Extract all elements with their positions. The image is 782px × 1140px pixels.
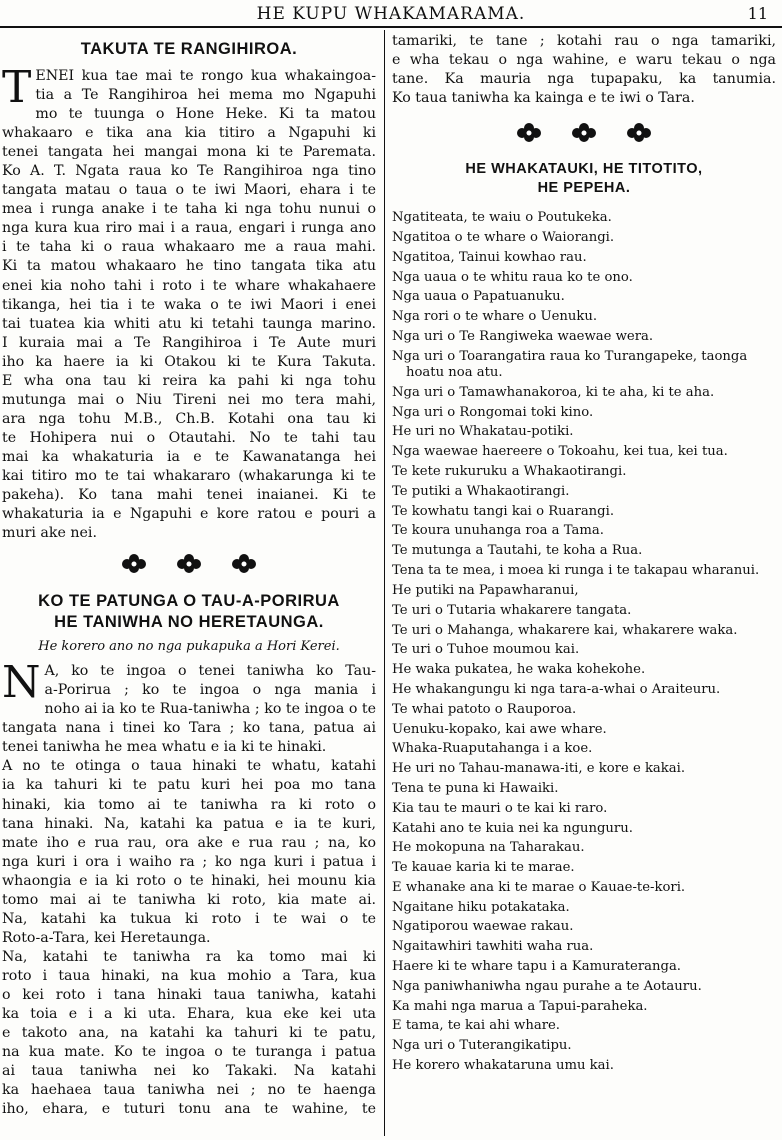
text-line: ka toia e i a ki uta. Ehara, kua eke kei uta [2, 1006, 376, 1023]
proverb-item: Ngatitoa, Tainui kowhao rau. [392, 249, 587, 265]
patunga-subtitle: He korero ano no nga pukapuka a Hori Kerei. [38, 639, 340, 655]
text-line: ka haehaea taua taniwha nei ; no te haenga [2, 1082, 376, 1099]
flower-ornament-icon [516, 122, 542, 144]
proverb-item: Nga uaua o te whitu raua ko te ono. [392, 269, 633, 285]
text-line: tana hinaki. Na, katahi ka patua e ia te kuri, [2, 815, 376, 832]
proverb-item: Te putiki a Whakaotirangi. [392, 483, 570, 499]
proverb-item: E whanake ana ki te marae o Kauae-te-kori. [392, 879, 686, 895]
proverb-item: Nga uri o Tamawhanakoroa, ki te aha, ki te aha. [392, 384, 715, 400]
text-line: tai tuatea kia whiti atu ki tetahi taunga marino. [2, 315, 376, 332]
whakatauki-heading [392, 160, 776, 198]
text-line: o kei roto i tana hinaki taua taniwha, katahi [2, 986, 376, 1003]
proverb-item: Nga uri o Rongomai toki kino. [392, 404, 594, 420]
proverb-item: He putiki na Papawharanui, [392, 582, 579, 598]
text-line: A, ko te ingoa o tenei taniwha ko Tau- [44, 663, 376, 680]
patunga-heading-line1: KO TE PATUNGA O TAU-A-PORIRUA [38, 592, 340, 611]
text-line: iho ka haere ia ki Otakou ki te Kura Takuta. [2, 353, 376, 370]
text-line: whaongia e ia ki roto o te hinaki, hei mounu kia [2, 872, 376, 889]
proverb-item: Ngaitawhiri tawhiti waha rua. [392, 939, 594, 955]
proverb-item: He korero whakataruna umu kai. [392, 1058, 614, 1074]
text-line: ia ka tahuri ki te patu kuri hei poa mo tana [2, 777, 376, 794]
text-line: Ki ta matou whakaaro he tino tangata tika atu [2, 258, 376, 275]
proverb-item: He mokopuna na Taharakau. [392, 840, 585, 856]
patunga-heading-line2: HE TANIWHA NO HERETAUNGA. [54, 613, 324, 632]
text-line: mate iho e rua rau, ora ake e rua rau ; na, ko [2, 834, 376, 851]
proverb-item: Te uri o Mahanga, whakarere kai, whakarere waka. [392, 622, 738, 638]
text-line: whakaaro e tika ana kia titiro a Ngapuhi ki [2, 125, 376, 142]
proverb-item: Tena ta te mea, i moea ki runga i te takapau wharanui. [392, 562, 760, 578]
text-line: tomo mai ai te taniwha ki roto, kia mate ai. [2, 891, 376, 908]
proverb-item: Uenuku-kopako, kai awe whare. [392, 721, 607, 737]
running-head [0, 2, 782, 24]
proverb-item: Te mutunga a Tautahi, te koha a Rua. [392, 543, 643, 559]
proverb-item: Te uri o Tutaria whakarere tangata. [392, 602, 632, 618]
proverb-item: He whakangungu ki nga tara-a-whai o Araiteuru. [392, 681, 721, 697]
patunga-article [2, 657, 376, 1119]
page-header-title: HE KUPU WHAKAMARAMA. [256, 4, 526, 24]
text-line: te Hohipera nui o Otautahi. No te tahi tau [2, 429, 376, 446]
patunga-article-continued [392, 32, 776, 108]
proverb-item: Tena te puna ki Hawaiki. [392, 780, 559, 796]
text-line: tia a Te Rangihiroa hei mema mo Ngapuhi [35, 87, 376, 104]
proverb-item: Whaka-Ruaputahanga i a koe. [392, 741, 593, 757]
flower-ornament-icon [626, 122, 652, 144]
proverb-item: Ngatitoa o te whare o Waiorangi. [392, 229, 615, 245]
text-line: tenei taniwha he mea whatu e ia ki te hinaki. [2, 739, 327, 756]
flower-ornament-icon [176, 553, 202, 575]
text-line: nga kura kua riro mai i a raua, engari i runga ano [2, 220, 376, 237]
text-line: mai ka whakaturia ia e te Kawanatanga hei [2, 448, 376, 465]
ornament-divider [2, 553, 376, 579]
text-line: Ko taua taniwha ka kainga e te iwi o Tara. [392, 90, 695, 107]
text-line: na kua mate. Ko te ingoa o te turanga i patua [2, 1044, 376, 1061]
whakatauki-heading-line2: HE PEPEHA. [537, 180, 631, 197]
proverb-item: Te kauae karia ki te marae. [392, 860, 575, 876]
text-line: tangata nana i tinei ko Tara ; ko tana, patua ai [2, 720, 376, 737]
text-line: mea i runga anake i te taha ki nga tohu nunui o [2, 201, 376, 218]
text-line: e takoto ana, na katahi ka tahuri ki te patu, [2, 1025, 376, 1042]
text-line: Ko A. T. Ngata raua ko Te Rangihiroa nga tino [2, 163, 376, 180]
proverb-item: He uri no Tahau-manawa-iti, e kore e kakai. [392, 761, 686, 777]
text-line: Na, katahi ka tukua ki roto i te wai o te [2, 910, 376, 927]
text-line: tamariki, te tane ; kotahi rau o nga tamariki, [392, 33, 776, 49]
text-line: Na, katahi te taniwha ra ka tomo mai ki [2, 948, 376, 965]
text-line: hinaki, kia tomo ai te taniwha ra ki roto o [2, 796, 376, 813]
text-line: whakaturia ia e Ngapuhi e kore ratou e pouri a [2, 506, 376, 523]
proverb-list [392, 208, 776, 1076]
text-line: iho, ehara, e tuturi tonu ana te wahine, te [2, 1101, 376, 1118]
proverb-item: Nga uri o Te Rangiweka waewae wera. [392, 328, 654, 344]
proverb-item: Katahi ano te kuia nei ka ngunguru. [392, 820, 633, 836]
proverb-item: Te kowhatu tangi kai o Ruarangi. [392, 503, 615, 519]
proverb-item: Te whai patoto o Rauporoa. [392, 701, 577, 717]
flower-ornament-icon [571, 122, 597, 144]
left-column [2, 32, 376, 1119]
text-line: tikanga, hei tia i te waka o te iwi Maori i enei [2, 296, 376, 313]
text-line: noho ai ia ko te Rua-taniwha ; ko te ingoa o te [44, 701, 376, 718]
text-line: tenei tangata hei mangai mona ki te Paremata. [2, 144, 376, 161]
right-column [392, 32, 776, 1076]
proverb-item: Te kete rukuruku a Whakaotirangi. [392, 463, 627, 479]
drop-cap: N [2, 657, 41, 709]
header-rule [0, 26, 782, 28]
flower-ornament-icon [121, 553, 147, 575]
text-line: mo te tuunga o Hone Heke. Ki ta matou [35, 106, 376, 123]
proverb-item: Te koura unuhanga roa a Tama. [392, 523, 604, 539]
text-line: roto i taua hinaki, na kua mohio a Tara, kua [2, 967, 376, 984]
whakatauki-heading-line1: HE WHAKATAUKI, HE TITOTITO, [465, 161, 703, 178]
patunga-heading [2, 591, 376, 633]
proverb-item: Nga waewae haereere o Tokoahu, kei tua, kei tua. [392, 444, 728, 460]
page-number: 11 [747, 4, 768, 23]
text-line: a-Porirua ; ko te ingoa o nga mania i [44, 682, 376, 699]
ornament-divider [392, 122, 776, 148]
proverb-item: Nga uri o Tuterangikatipu. [392, 1038, 572, 1054]
proverb-item: Te uri o Tuhoe moumou kai. [392, 642, 580, 658]
text-line: A no te otinga o taua hinaki te whatu, katahi [2, 758, 376, 775]
proverb-item: E tama, te kai ahi whare. [392, 1018, 560, 1034]
text-line: mutunga mai o Niu Tireni nei mo tera mahi, [2, 391, 376, 408]
text-line: kai titiro mo te tai whakararo (whakarunga ki te [2, 467, 376, 484]
text-line: I kuraia mai a Te Rangihiroa i Te Aute muri [2, 334, 376, 351]
takuta-article [2, 62, 376, 543]
proverb-item: Nga rori o te whare o Uenuku. [392, 309, 598, 325]
flower-ornament-icon [231, 553, 257, 575]
proverb-item: Nga uri o Toarangatira raua ko Turangapeke, taonga hoatu noa atu. [392, 348, 748, 380]
text-line: muri ake nei. [2, 525, 97, 542]
proverb-item: Ngatiteata, te waiu o Poutukeka. [392, 210, 612, 226]
proverb-item: Nga uaua o Papatuanuku. [392, 289, 565, 305]
proverb-item: Haere ki te whare tapu i a Kamurateranga. [392, 959, 681, 975]
proverb-item: Nga paniwhaniwha ngau purahe a te Aotauru. [392, 978, 702, 994]
text-line: nga kuri i ora i waiho ra ; ko nga kuri i patua i [2, 853, 376, 870]
proverb-item: Ngatiporou waewae rakau. [392, 919, 574, 935]
text-line: enei kia noho tahi i roto i te whare whakahaere [2, 277, 376, 294]
text-line: tane. Ka mauria nga tupapaku, ka tanumia. [392, 71, 776, 88]
proverb-item: Ngaitane hiku potakataka. [392, 899, 570, 915]
column-divider [384, 30, 385, 1136]
text-line: Roto-a-Tara, kei Heretaunga. [2, 929, 211, 946]
proverb-item: He waka pukatea, he waka kohekohe. [392, 662, 646, 678]
text-line: pakeha). Ko tana mahi tenei inaianei. Ki te [2, 487, 376, 504]
proverb-item: Kia tau te mauri o te kai ki raro. [392, 800, 608, 816]
proverb-item: Ka mahi nga marua a Tapui-paraheka. [392, 998, 648, 1014]
proverb-item: He uri no Whakatau-potiki. [392, 424, 574, 440]
takuta-heading: TAKUTA TE RANGIHIROA. [80, 40, 298, 58]
text-line: ai taua taniwha nei ko Takaki. Na katahi [2, 1063, 376, 1080]
text-line: ENEI kua tae mai te rongo kua whakaingoa- [35, 68, 376, 84]
text-line: E wha ona tau ki reira ka pahi ki nga tohu [2, 372, 376, 389]
drop-cap: T [2, 62, 32, 113]
text-line: e wha tekau o nga wahine, e waru tekau o nga [392, 52, 776, 69]
text-line: i te taha ki o raua whakaaro me a raua mahi. [2, 239, 376, 256]
text-line: ara nga tohu M.B., Ch.B. Kotahi ona tau ki [2, 410, 376, 427]
text-line: tangata matau o taua o te iwi Maori, ehara i te [2, 182, 376, 199]
